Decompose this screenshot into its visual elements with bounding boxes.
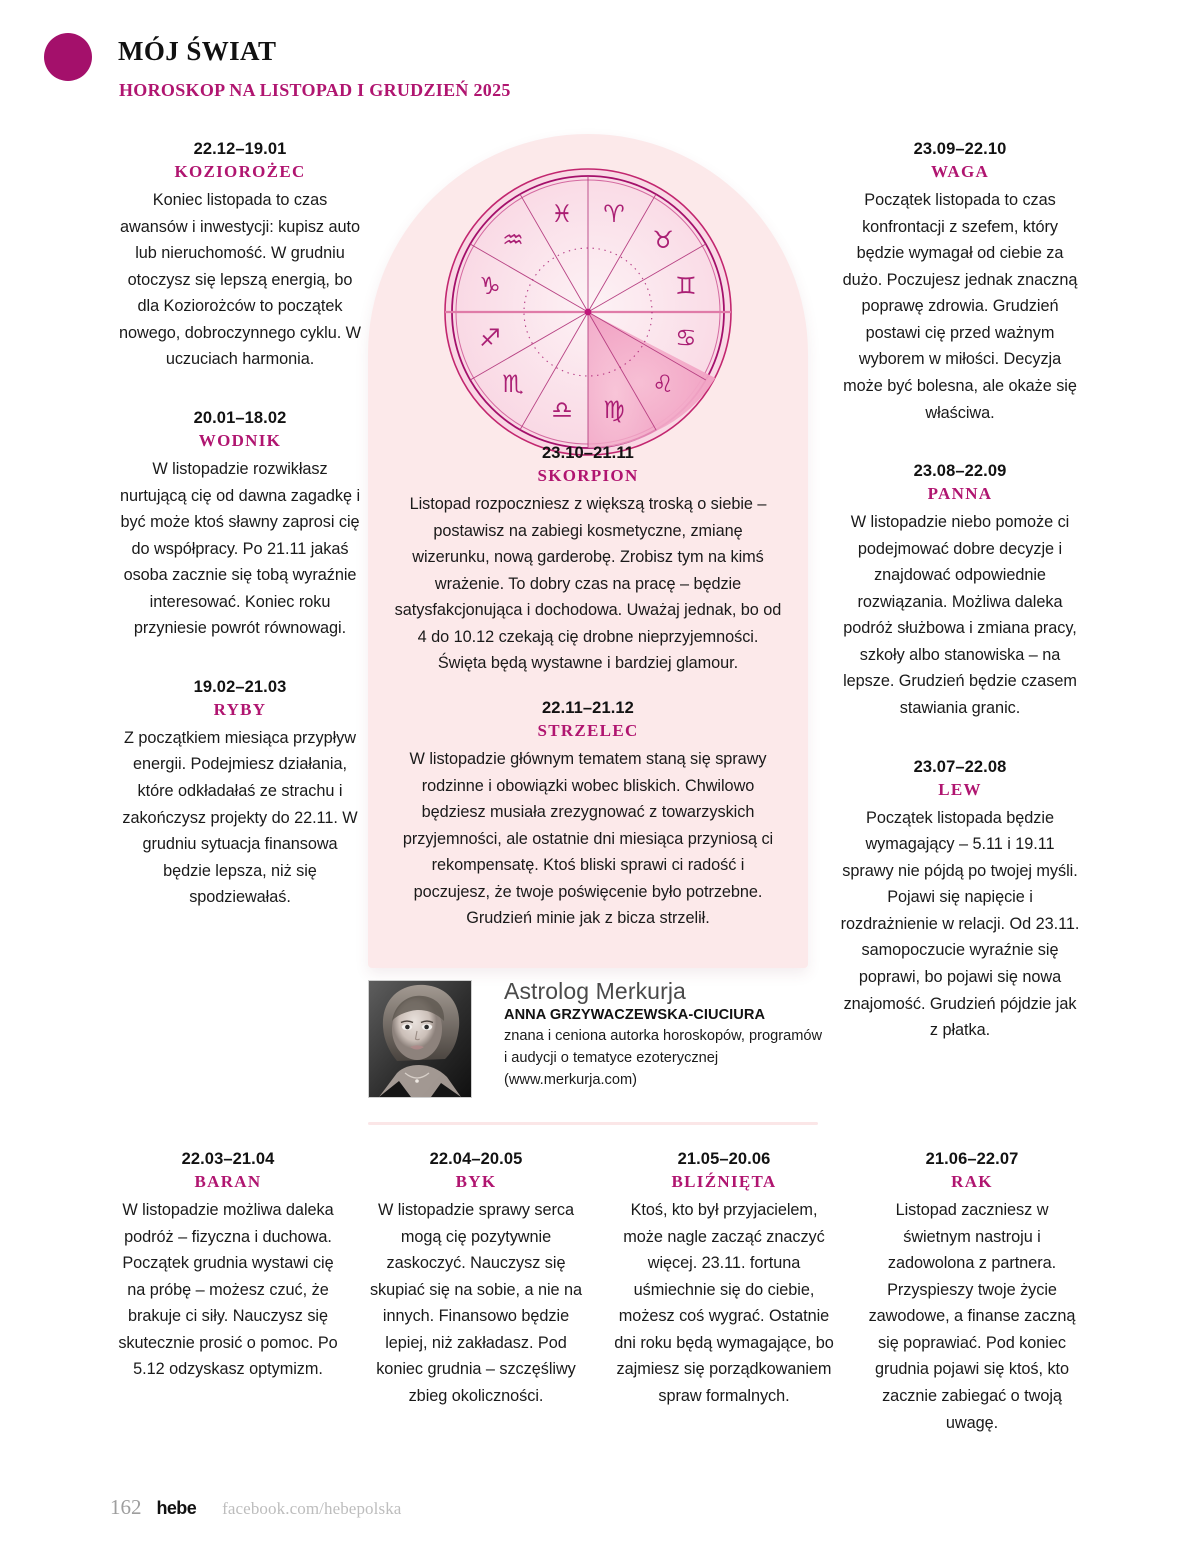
- svg-text:♒: ♒: [502, 226, 524, 254]
- svg-text:♌: ♌: [652, 370, 674, 398]
- sign-block-scorpio: [394, 444, 782, 677]
- left-sign-column: [118, 140, 362, 911]
- sign-name: WAGA: [930, 162, 990, 181]
- svg-text:♎: ♎: [551, 396, 573, 424]
- page-subtitle: HOROSKOP NA LISTOPAD I GRUDZIEŃ 2025: [119, 80, 511, 100]
- astrologer-brand: Astrolog Merkurja: [504, 978, 686, 1004]
- sign-name: LEW: [938, 779, 982, 799]
- svg-text:♐: ♐: [479, 324, 501, 352]
- sign-text: Z początkiem miesiąca przypływ energii. Podejmiesz działania, które odkładałaś ze strachu i zakończysz projekty do 22.11. W grudniu sytuacja finansowa będzie lepsza, niż się spodziewałaś.: [122, 728, 358, 907]
- sign-block-aries: [118, 1150, 338, 1436]
- svg-text:♍: ♍: [603, 396, 625, 424]
- sign-block-virgo: [838, 462, 1082, 722]
- svg-text:♉: ♉: [652, 226, 674, 254]
- sign-text: Listopad zaczniesz w świetnym nastroju i zadowolona z partnera. Przyspieszy twoje życie zawodowe, a finanse zaczną się poprawiać. Pod koniec grudnia pojawi się ktoś, kto zacznie zabiegać o twoją uwagę.: [868, 1201, 1076, 1432]
- sign-text: W listopadzie niebo pomoże ci podejmować dobre decyzje i znajdować odpowiednie rozwiązania. Możliwa daleka podróż służbowa i zmiana pracy, szkoły albo stanowiska – na lepsze. Grudzień będzie czasem stawiania granic.: [843, 513, 1077, 717]
- astrologer-name: ANNA GRZYWACZEWSKA-CIUCIURA: [504, 1007, 766, 1023]
- astrologer-bio: [368, 978, 823, 1105]
- sign-block-leo: [838, 758, 1082, 1044]
- right-sign-column: [838, 140, 1082, 1044]
- sign-dates: 20.01–18.02: [193, 408, 287, 427]
- svg-text:♓: ♓: [551, 200, 573, 228]
- svg-text:♈: ♈: [603, 200, 625, 228]
- sign-dates: 22.04–20.05: [429, 1150, 523, 1168]
- page-number: 162: [110, 1495, 142, 1519]
- sign-name: STRZELEC: [537, 720, 639, 740]
- sign-name: KOZIOROŻEC: [174, 162, 306, 181]
- sign-dates: 22.12–19.01: [193, 140, 287, 158]
- sign-block-sagittarius: [394, 699, 782, 932]
- sign-dates: 22.11–21.12: [542, 698, 634, 717]
- sign-dates: 19.02–21.03: [193, 677, 287, 696]
- zodiac-wheel-icon: [438, 162, 738, 462]
- sign-text: Początek listopada będzie wymagający – 5.11 i 19.11 sprawy nie pójdą po twojej myśli. Pojawi się napięcie i rozdrażnienie w relacji. Od 23.11. samopoczucie wyraźnie się poprawi, bo pojawi się nowa znajomość. Grudzień pójdzie jak z płatka.: [840, 808, 1080, 1040]
- sign-name: PANNA: [927, 484, 993, 504]
- sign-text: W listopadzie możliwa daleka podróż – fizyczna i duchowa. Początek grudnia wystawi cię na próbę – możesz czuć, że brakuje ci siły. Nauczysz się skutecznie prosić o pomoc. Po 5.12 odzyskasz optymizm.: [118, 1201, 338, 1379]
- sign-block-gemini: [614, 1150, 834, 1436]
- facebook-link[interactable]: facebook.com/hebepolska: [222, 1499, 402, 1518]
- sign-block-libra: [838, 140, 1082, 426]
- sign-dates: 23.10–21.11: [542, 444, 634, 462]
- sign-dates: 23.08–22.09: [913, 462, 1007, 481]
- sign-text: Ktoś, kto był przyjacielem, może nagle zacząć znaczyć więcej. 23.11. fortuna uśmiechnie się do ciebie, możesz coś wygrać. Ostatnie dni roku będą wymagające, bo zajmiesz się porządkowaniem spraw formalnych.: [614, 1201, 834, 1405]
- svg-text:♏: ♏: [502, 370, 524, 398]
- astrologer-description: znana i ceniona autorka horoskopów, programów i audycji o tematyce ezoterycznej (www.merkurja.com): [504, 1028, 823, 1089]
- sign-block-cancer: [862, 1150, 1082, 1436]
- sign-block-aquarius: [118, 409, 362, 642]
- svg-text:♋: ♋: [675, 324, 697, 352]
- sign-name: RAK: [951, 1172, 993, 1191]
- sign-name: WODNIK: [198, 430, 282, 450]
- page-footer: [110, 1495, 401, 1520]
- bottom-sign-row: [118, 1150, 1082, 1436]
- section-divider: [368, 1122, 818, 1125]
- sign-name: BARAN: [194, 1172, 262, 1191]
- sign-text: Koniec listopada to czas awansów i inwestycji: kupisz auto lub nieruchomość. W grudniu otoczysz się lepszą energią, bo dla Koziorożców to początek nowego, dobroczynnego cyklu. W uczuciach harmonia.: [119, 191, 361, 369]
- astrologer-bio-text: [504, 978, 824, 1092]
- sign-block-capricorn: [118, 140, 362, 373]
- sign-text: Listopad rozpoczniesz z większą troską o siebie – postawisz na zabiegi kosmetyczne, zmianę wizerunku, nową garderobę. Zrobisz tym na kimś wrażenie. To dobry czas na pracę – będzie satysfakcjonująca i dochodowa. Uważaj jednak, bo od 4 do 10.12 czekają cię drobne nieprzyjemności. Święta będą wystawne i bardziej glamour.: [394, 495, 782, 673]
- center-sign-texts: [394, 444, 782, 932]
- sign-dates: 23.09–22.10: [913, 140, 1007, 158]
- sign-text: Początek listopada to czas konfrontacji z szefem, który będzie wymagał od ciebie za dużo. Poczujesz jednak znaczną poprawę zdrowia. Grudzień postawi cię przed ważnym wyborem w miłości. Decyzja może być bolesna, ale okaże się właściwa.: [842, 191, 1078, 422]
- sign-name: BYK: [455, 1172, 497, 1191]
- sign-text: W listopadzie rozwikłasz nurtującą cię od dawna zagadkę i być może ktoś sławny zaprosi cię do współpracy. Po 21.11 jakaś osoba zacznie się tobą wyraźnie interesować. Koniec roku przyniesie powrót równowagi.: [119, 459, 361, 638]
- astrologer-portrait-photo: [368, 980, 472, 1098]
- page-header: [0, 0, 1177, 120]
- sign-dates: 21.05–20.06: [677, 1150, 771, 1168]
- sign-block-taurus: [366, 1150, 586, 1436]
- sign-name: BLIŹNIĘTA: [671, 1172, 777, 1191]
- center-feature-panel: [368, 134, 808, 968]
- portrait-image: [369, 981, 471, 1097]
- page-title: MÓJ ŚWIAT: [118, 36, 277, 66]
- sign-dates: 22.03–21.04: [181, 1150, 275, 1168]
- hebe-logo: hebe: [156, 1498, 197, 1518]
- sign-text: W listopadzie sprawy serca mogą cię pozytywnie zaskoczyć. Nauczysz się skupiać się na sobie, a nie na innych. Finansowo będzie lepiej, niż zakładasz. Pod koniec grudnia – szczęśliwy zbieg okoliczności.: [369, 1201, 583, 1405]
- sign-name: RYBY: [213, 699, 267, 719]
- sign-dates: 21.06–22.07: [925, 1150, 1019, 1168]
- sign-name: SKORPION: [537, 466, 639, 485]
- sign-dates: 23.07–22.08: [913, 757, 1007, 776]
- sign-block-pisces: [118, 678, 362, 911]
- svg-text:♊: ♊: [675, 272, 697, 300]
- sign-text: W listopadzie głównym tematem staną się sprawy rodzinne i obowiązki wobec bliskich. Chwilowo będziesz musiała zrezygnować z towarzyskich przyjemności, ale ostatnie dni miesiąca przyniosą ci rekompensatę. Ktoś bliski sprawi ci radość i poczujesz, że twoje poświęcenie było potrzebne. Grudzień minie jak z bicza strzelił.: [402, 749, 774, 928]
- zodiac-wheel-illustration: [368, 162, 808, 462]
- svg-text:♑: ♑: [479, 272, 501, 300]
- brand-dot-icon: [44, 33, 92, 81]
